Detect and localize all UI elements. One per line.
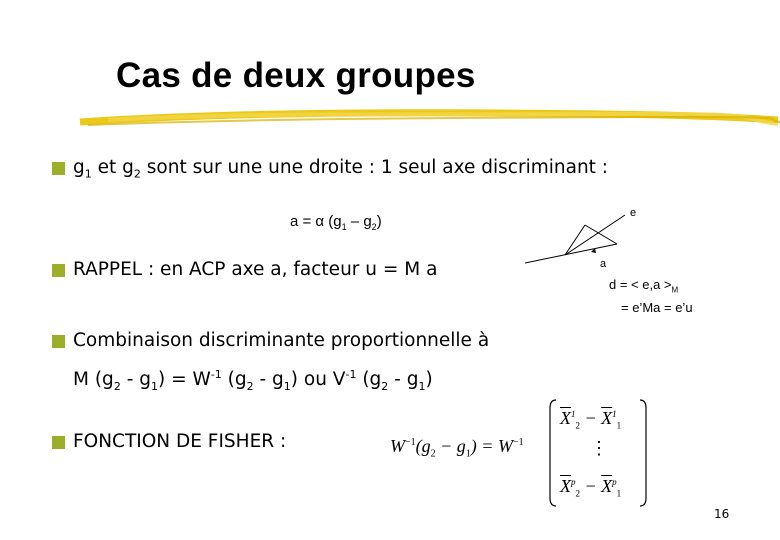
page-title: Cas de deux groupes: [116, 56, 476, 95]
bullet-marker: [52, 335, 65, 348]
fisher-formula: $W^{-1}(g_2 - g_1) = W^{-1}$: [390, 436, 524, 460]
bullet-text-3-line-1: Combinaison discriminante proportionnelle à: [73, 330, 490, 351]
bullet-text-3-line-2: M $(g_2 - g_1) = W^{-1}$ $(g_2 - g_1)$ ou $V^{-1}$ $(g_2 - g_1)$: [73, 368, 433, 393]
bullet-text-4: FONCTION DE FISHER :: [73, 431, 287, 452]
diagram-label-a: a: [600, 258, 607, 270]
diagram-eq-2: = e’Ma = e’u: [621, 300, 693, 315]
bullet-marker: [52, 162, 65, 175]
formula-axis-a: a = α $(g_1 - g_2)$: [290, 213, 382, 232]
matrix-row-first: $\overline{X}^1_2 - \overline{X}^1_1$: [560, 408, 622, 431]
bullet-text-1: $g_1$ et $g_2$ sont sur une une droite : 1 seul axe discriminant :: [73, 157, 609, 181]
matrix-ellipsis: ⋮: [590, 438, 608, 458]
bullet-marker: [52, 264, 65, 277]
mean-difference-vector: [548, 398, 648, 508]
matrix-row-last: $\overline{X}^p_2 - \overline{X}^p_1$: [560, 476, 622, 499]
bullet-text-2: RAPPEL : en ACP axe a, facteur u = M a: [73, 259, 438, 280]
diagram-label-e: e: [630, 207, 637, 219]
page-number: 16: [714, 507, 730, 521]
bullet-marker: [52, 436, 65, 449]
title-underline: [78, 100, 780, 130]
diagram-eq-1: d = < $e,a >_M$: [609, 277, 679, 295]
